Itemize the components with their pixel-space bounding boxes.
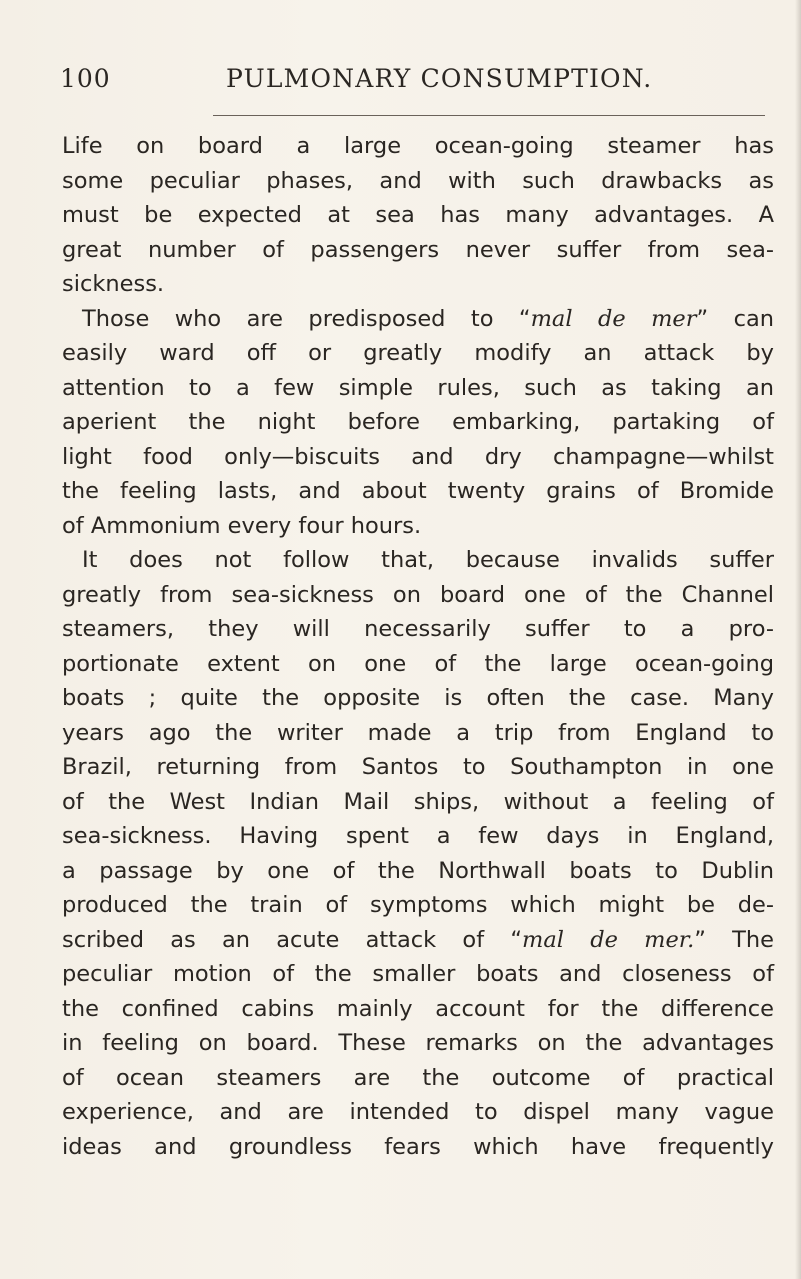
body-text [62, 129, 774, 1164]
text-line: sickness. [62, 271, 165, 297]
text-line: experience, and are intended to dispel many vague [62, 1099, 774, 1125]
text-line: sea-sickness. Having spent a few days in England, [62, 823, 774, 849]
text-fragment: can [733, 305, 775, 332]
text-line: portionate extent on one of the large ocean-going [62, 650, 774, 677]
text-line: of ocean steamers are the outcome of practical [62, 1064, 774, 1091]
text-line: peculiar motion of the smaller boats and closeness of [62, 961, 774, 987]
text-fragment: The [732, 926, 774, 953]
text-line: years ago the writer made a trip from England to [62, 719, 774, 746]
text-line: It does not follow that, because invalids suffer [82, 547, 774, 573]
text-line: must be expected at sea has many advantages. A [62, 202, 774, 228]
italic-phrase: mal de mer. [522, 926, 695, 953]
italic-phrase: mal de mer [530, 305, 697, 332]
text-line: greatly from sea-sickness on board one of the Channel [62, 581, 774, 608]
text-line: ideas and groundless fears which have frequently [62, 1133, 774, 1160]
text-fragment: Those who are predisposed to [82, 305, 494, 332]
text-line: produced the train of symptoms which might be de- [62, 892, 774, 918]
text-line: easily ward off or greatly modify an attack by [62, 340, 774, 366]
page-edge-shadow [795, 0, 801, 1279]
text-fragment: scribed as an acute attack of [62, 926, 485, 953]
text-line: Those who are predisposed to “mal de mer” can [82, 305, 775, 332]
text-line: some peculiar phases, and with such drawbacks as [62, 167, 774, 194]
running-head [60, 64, 770, 100]
text-line: in feeling on board. These remarks on the advantages [62, 1030, 774, 1056]
text-line: the confined cabins mainly account for the difference [62, 995, 774, 1022]
text-line: a passage by one of the Northwall boats to Dublin [62, 857, 774, 884]
running-title: PULMONARY CONSUMPTION. [226, 64, 653, 93]
text-line: Life on board a large ocean-going steamer has [62, 133, 774, 159]
text-line: Brazil, returning from Santos to Southampton in one [62, 754, 774, 780]
text-line: of the West Indian Mail ships, without a feeling of [62, 788, 774, 815]
text-line: aperient the night before embarking, partaking of [62, 409, 774, 435]
text-line: scribed as an acute attack of “mal de mer.” The [62, 926, 774, 953]
text-line: boats ; quite the opposite is often the case. Many [62, 685, 774, 711]
text-line: the feeling lasts, and about twenty grains of Bromide [62, 478, 774, 504]
header-rule [213, 115, 765, 116]
text-line: of Ammonium every four hours. [62, 512, 422, 539]
text-line: great number of passengers never suffer from sea- [62, 236, 774, 263]
text-line: steamers, they will necessarily suffer to a pro- [62, 616, 774, 642]
text-line: light food only—biscuits and dry champagne—whilst [62, 443, 774, 470]
text-line: attention to a few simple rules, such as taking an [62, 374, 774, 401]
page-number: 100 [60, 64, 111, 93]
